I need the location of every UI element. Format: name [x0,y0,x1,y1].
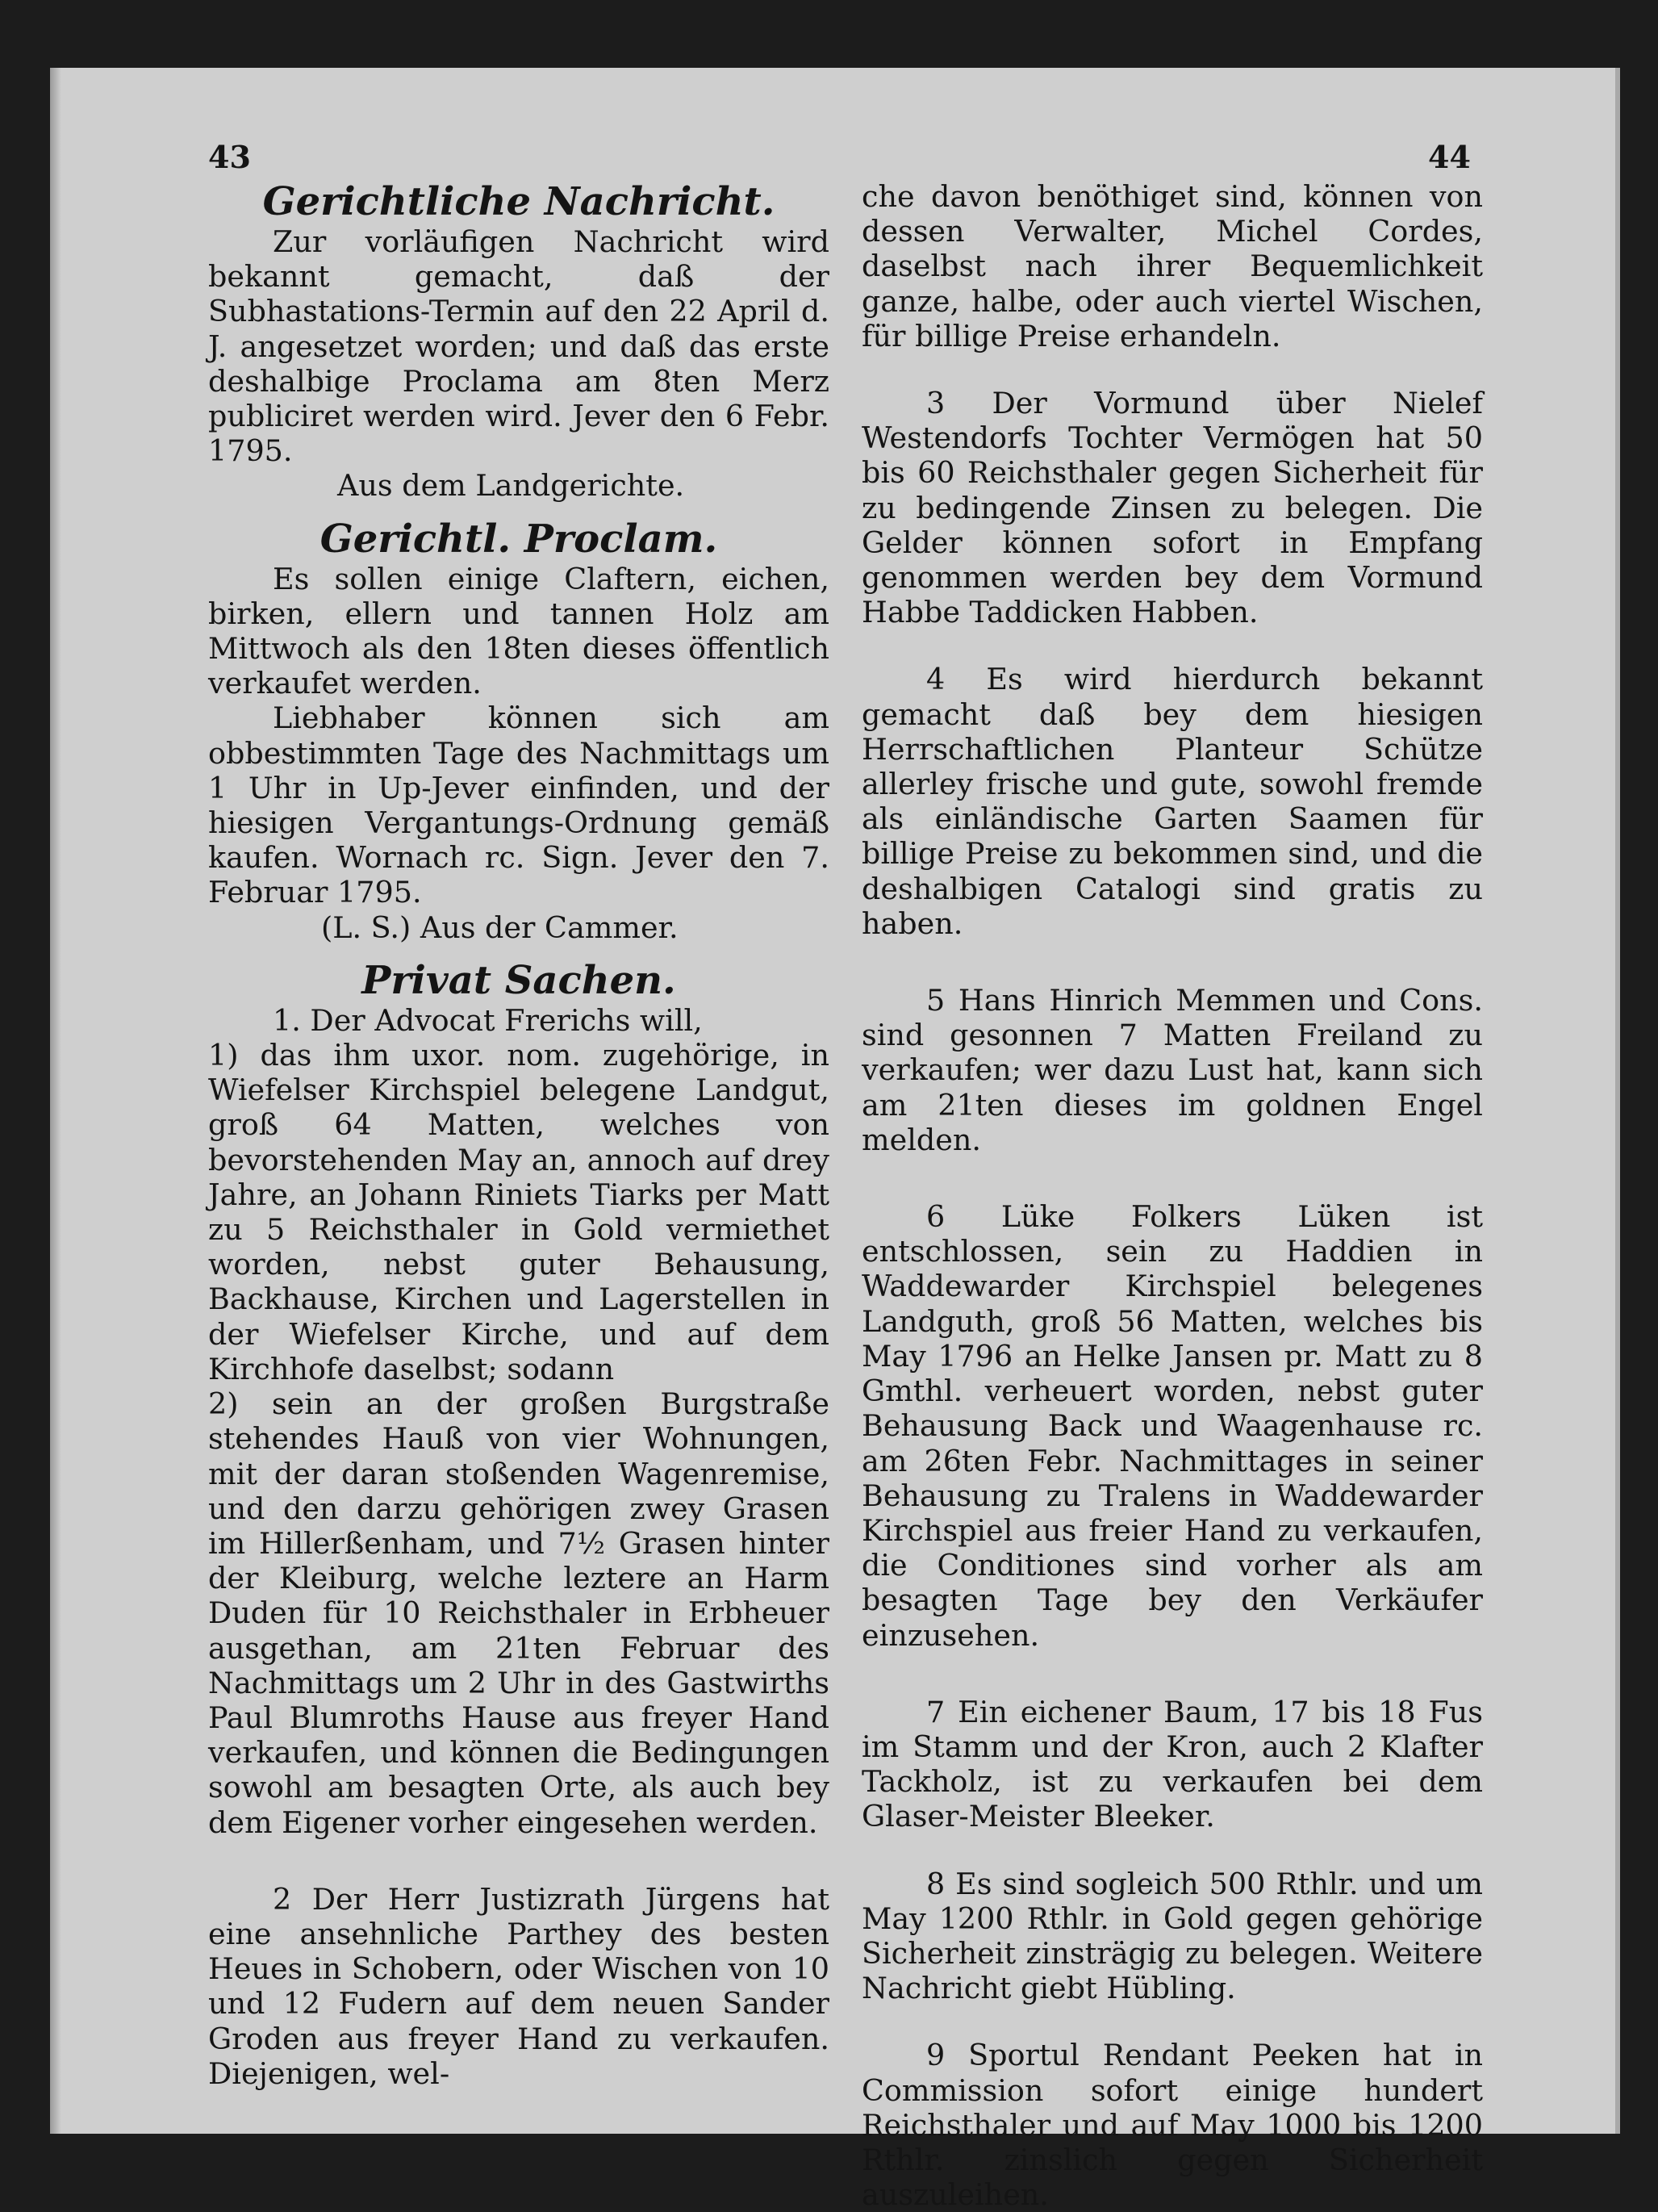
page-number-right: 44 [1428,139,1471,175]
page-number-left: 43 [208,139,251,175]
item-1-hauss: 2) sein an der großen Burgstraße stehendes Hauß von vier Wohnungen, mit der daran stoßenden Wagenremise, und den darzu gehörigen zwey Grasen im Hillerßenham, und 7½ Grasen hinter der Kleiburg, welche leztere an Harm Duden für 10 Reichsthaler in Erbheuer ausgethan, am 21ten Februar des Nachmittags um 2 Uhr in des Gastwirths Paul Blumroths Hause aus freyer Hand verkaufen, und können die Bedingungen sowohl am besagten Orte, als auch bey dem Eigener vorher eingesehen werden. [208,1386,829,1840]
heading-privat-sachen: Privat Sachen. [361,957,676,1003]
left-column [208,179,829,2091]
notice-subhastation: Zur vorläufigen Nachricht wird bekannt gemacht, daß der Subhastations-Termin auf den 22 April d. J. angesetzet worden; und daß das erste deshalbige Proclama am 8ten Merz publiciret werden wird. Jever den 6 Febr. 1795. [208,224,829,469]
item-7-baum: 7 Ein eichener Baum, 17 bis 18 Fus im Stamm und der Kron, auch 2 Klafter Tackholz, ist zu verkaufen bei dem Glaser-Meister Bleeker. [862,1694,1483,1834]
right-column [862,179,1483,2212]
item-2-heu: 2 Der Herr Justizrath Jürgens hat eine ansehnliche Parthey des besten Heues in Schobern, oder Wischen von 10 und 12 Fudern auf dem neuen Sander Groden aus freyer Hand zu verkaufen. Diejenigen, wel- [208,1881,829,2091]
proclam-buyers: Liebhaber können sich am obbestimmten Tage des Nachmittags um 1 Uhr in Up-Jever einfinden, und der hiesigen Vergantungs-Ordnung gemäß kaufen. Wornach rc. Sign. Jever den 7. Februar 1795. [208,700,829,910]
newspaper-page [50,68,1615,2212]
page-spine-shadow [50,68,61,2134]
heading-gerichtliche-nachricht: Gerichtliche Nachricht. [262,179,775,224]
item-8-rthlr: 8 Es sind sogleich 500 Rthlr. und um May 1200 Rthlr. in Gold gegen gehörige Sicherheit zinsträgig zu belegen. Weitere Nachricht giebt Hübling. [862,1866,1483,2006]
item-9-sportul: 9 Sportul Rendant Peeken hat in Commission sofort einige hundert Reichsthaler und auf May 1000 bis 1200 Rthlr. zinslich gegen Sicherheit auszuleihen. [862,2038,1483,2212]
item-4-garten-saamen: 4 Es wird hierdurch bekannt gemacht daß bey dem hiesigen Herrschaftlichen Planteur Schütze allerley frische und gute, sowohl fremde als einländische Garten Saamen für billige Preise zu bekommen sind, und die deshalbigen Catalogi sind gratis zu haben. [862,662,1483,941]
item-3-vormund: 3 Der Vormund über Nielef Westendorfs Tochter Vermögen hat 50 bis 60 Reichsthaler gegen Sicherheit für zu bedingende Zinsen zu belegen. Die Gelder können sofort in Empfang genommen werden bey dem Vormund Habbe Taddicken Habben. [862,386,1483,630]
item-6-landguth: 6 Lüke Folkers Lüken ist entschlossen, sein zu Haddien in Waddewarder Kirchspiel belegenes Landguth, groß 56 Matten, welches bis May 1796 an Helke Jansen pr. Matt zu 8 Gmthl. verheuert worden, nebst guter Behausung Back und Waagenhause rc. am 26ten Febr. Nachmittages in seiner Behausung zu Tralens in Waddewarder Kirchspiel aus freier Hand zu verkaufen, die Conditiones sind vorher als am besagten Tage bey den Verkäufer einzusehen. [862,1199,1483,1653]
item-1-intro: 1. Der Advocat Frerichs will, [273,1002,703,1038]
proclam-wood-sale: Es sollen einige Claftern, eichen, birken, ellern und tannen Holz am Mittwoch als den 18ten dieses öffentlich verkaufet werden. [208,561,829,701]
heading-gerichtl-proclam: Gerichtl. Proclam. [319,516,718,562]
signature-landgericht: Aus dem Landgerichte. [337,468,685,504]
item-1-landgut: 1) das ihm uxor. nom. zugehörige, in Wiefelser Kirchspiel belegene Landgut, groß 64 Matten, welches von bevorstehenden May an, annoch auf drey Jahre, an Johann Riniets Tiarks per Matt zu 5 Reichsthaler in Gold vermiethet worden, nebst guter Behausung, Backhause, Kirchen und Lagerstellen in der Wiefelser Kirche, und auf dem Kirchhofe daselbst; sodann [208,1038,829,1386]
item-5-freiland: 5 Hans Hinrich Memmen und Cons. sind gesonnen 7 Matten Freiland zu verkaufen; wer dazu Lust hat, kann sich am 21ten dieses im goldnen Engel melden. [862,983,1483,1157]
signature-cammer: (L. S.) Aus der Cammer. [321,909,679,945]
item-2-continued: che davon benöthiget sind, können von dessen Verwalter, Michel Cordes, daselbst nach ihrer Bequemlichkeit ganze, halbe, oder auch viertel Wischen, für billige Preise erhandeln. [862,179,1483,353]
